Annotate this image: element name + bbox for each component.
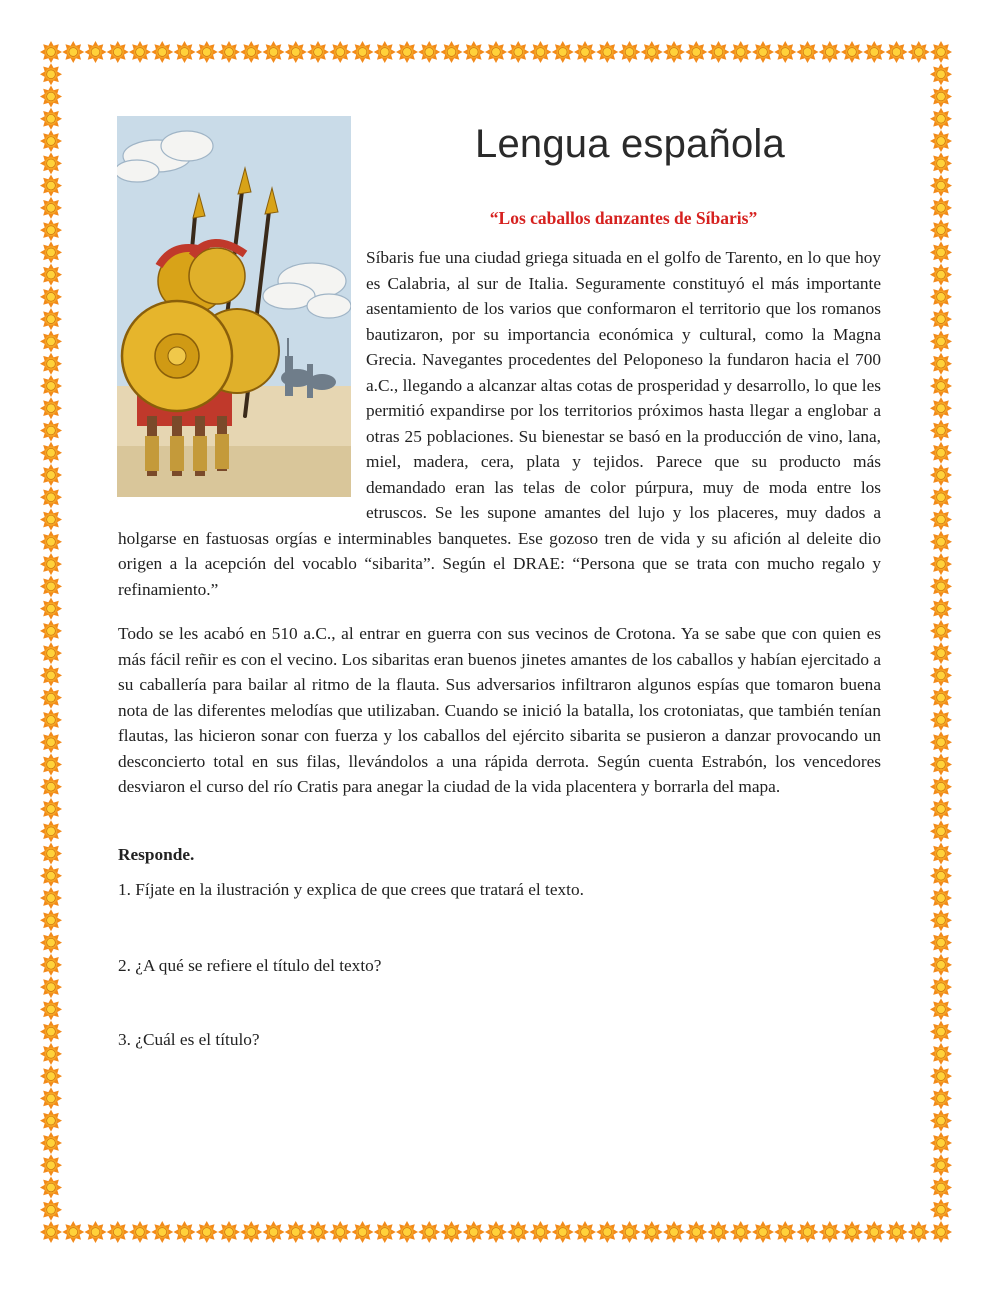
sun-ornament <box>930 1087 952 1109</box>
sun-ornament <box>930 152 952 174</box>
sun-ornament <box>930 709 952 731</box>
sun-ornament <box>352 41 374 63</box>
sun-ornament <box>930 553 952 575</box>
sun-ornament <box>930 130 952 152</box>
sun-ornament <box>819 41 841 63</box>
sun-ornament <box>396 1221 418 1243</box>
sun-ornament <box>463 41 485 63</box>
sun-ornament <box>930 954 952 976</box>
sun-ornament <box>930 86 952 108</box>
sun-ornament <box>530 1221 552 1243</box>
question-2: 2. ¿A qué se refiere el título del texto? <box>118 956 382 975</box>
sun-ornament <box>263 41 285 63</box>
sun-ornament <box>930 887 952 909</box>
sun-ornament <box>552 41 574 63</box>
sun-ornament <box>396 41 418 63</box>
sun-ornament <box>40 286 62 308</box>
sun-ornament <box>886 41 908 63</box>
sun-ornament <box>930 598 952 620</box>
sun-ornament <box>40 909 62 931</box>
sun-ornament <box>930 464 952 486</box>
sun-ornament <box>40 553 62 575</box>
sun-ornament <box>40 486 62 508</box>
sun-ornament <box>685 41 707 63</box>
sun-ornament <box>908 1221 930 1243</box>
sun-ornament <box>685 1221 707 1243</box>
sun-ornament <box>40 575 62 597</box>
sun-ornament <box>930 531 952 553</box>
question-3: 3. ¿Cuál es el título? <box>118 1030 260 1049</box>
paragraph-2: Todo se les acabó en 510 a.C., al entrar en guerra con sus vecinos de Crotona. Ya se sabe que con quien es más fácil reñir es con el vecino. Los sibaritas eran buenos jinetes amantes de los caballos y habían ejercitado a su caballería para bailar al ritmo de la flauta. Sus adversarios infiltraron algunos espías que tomaron buena nota de las diferentes melodías que utilizaban. Cuando se inició la batalla, los crotoniatas, que también tenían flautas, las hicieron sonar con fuerza y los caballos del ejército sibarita se pusieron a danzar provocando un desconcierto total en sus filas, llevándolos a una rápida derrota. Según cuenta Estrabón, los vencedores desviaron el curso del río Cratis para anegar la ciudad de la vida placentera y borrarla del mapa. <box>118 624 881 796</box>
sun-ornament <box>930 731 952 753</box>
sun-ornament <box>40 1021 62 1043</box>
sun-ornament <box>40 642 62 664</box>
page-title: Lengua española <box>475 122 785 166</box>
sun-ornament <box>530 41 552 63</box>
sun-ornament <box>62 1221 84 1243</box>
sun-ornament <box>930 820 952 842</box>
sun-ornament <box>40 130 62 152</box>
sun-ornament <box>40 598 62 620</box>
sun-ornament <box>930 219 952 241</box>
sun-ornament <box>40 442 62 464</box>
sun-ornament <box>40 776 62 798</box>
sun-ornament <box>841 1221 863 1243</box>
sun-ornament <box>641 41 663 63</box>
sun-ornament <box>730 1221 752 1243</box>
question-1: 1. Fíjate en la ilustración y explica de que crees que tratará el texto. <box>118 880 584 899</box>
sun-ornament <box>40 63 62 85</box>
sun-ornament <box>240 1221 262 1243</box>
sun-ornament <box>930 642 952 664</box>
sun-ornament <box>307 1221 329 1243</box>
sun-ornament <box>40 1132 62 1154</box>
sun-ornament <box>85 41 107 63</box>
sun-ornament <box>285 41 307 63</box>
sun-ornament <box>663 41 685 63</box>
responde-heading: Responde. <box>118 845 195 864</box>
sun-ornament <box>930 419 952 441</box>
sun-ornament <box>930 909 952 931</box>
sun-ornament <box>40 108 62 130</box>
sun-ornament <box>40 1065 62 1087</box>
sun-ornament <box>930 397 952 419</box>
sun-ornament <box>930 1043 952 1065</box>
sun-ornament <box>107 1221 129 1243</box>
sun-ornament <box>752 41 774 63</box>
sun-ornament <box>40 820 62 842</box>
story-subtitle: “Los caballos danzantes de Síbaris” <box>489 208 758 228</box>
sun-ornament <box>930 1065 952 1087</box>
sun-ornament <box>596 1221 618 1243</box>
sun-ornament <box>40 709 62 731</box>
sun-ornament <box>174 1221 196 1243</box>
sun-ornament <box>40 353 62 375</box>
sun-ornament <box>329 41 351 63</box>
sun-ornament <box>285 1221 307 1243</box>
sun-ornament <box>151 41 173 63</box>
sun-ornament <box>930 1199 952 1221</box>
sun-ornament <box>663 1221 685 1243</box>
sun-ornament <box>40 531 62 553</box>
sun-ornament <box>240 41 262 63</box>
sun-ornament <box>774 41 796 63</box>
sun-ornament <box>40 1176 62 1198</box>
sun-ornament <box>930 264 952 286</box>
sun-ornament <box>40 932 62 954</box>
sun-ornament <box>85 1221 107 1243</box>
sun-ornament <box>507 1221 529 1243</box>
sun-ornament <box>374 41 396 63</box>
sun-ornament <box>307 41 329 63</box>
sun-ornament <box>930 1132 952 1154</box>
sun-ornament <box>40 620 62 642</box>
sun-ornament <box>930 375 952 397</box>
sun-ornament <box>40 330 62 352</box>
sun-ornament <box>441 1221 463 1243</box>
sun-ornament <box>930 353 952 375</box>
sun-ornament <box>930 1221 952 1243</box>
sun-ornament <box>930 620 952 642</box>
sun-ornament <box>40 241 62 263</box>
sun-ornament <box>151 1221 173 1243</box>
sun-ornament <box>930 1176 952 1198</box>
sun-ornament <box>40 687 62 709</box>
sun-ornament <box>863 1221 885 1243</box>
sun-ornament <box>930 753 952 775</box>
sun-ornament <box>196 41 218 63</box>
sun-ornament <box>930 108 952 130</box>
sun-ornament <box>774 1221 796 1243</box>
sun-ornament <box>930 330 952 352</box>
sun-ornament <box>930 442 952 464</box>
sun-ornament <box>797 1221 819 1243</box>
sun-ornament <box>40 865 62 887</box>
sun-ornament <box>708 41 730 63</box>
sun-ornament <box>619 1221 641 1243</box>
sun-ornament <box>40 887 62 909</box>
sun-ornament <box>40 397 62 419</box>
sun-ornament <box>418 41 440 63</box>
sun-ornament <box>352 1221 374 1243</box>
sun-ornament <box>40 509 62 531</box>
sun-ornament <box>574 41 596 63</box>
sun-ornament <box>930 486 952 508</box>
sun-ornament <box>40 1199 62 1221</box>
sun-ornament <box>40 1154 62 1176</box>
sun-ornament <box>40 152 62 174</box>
sun-ornament <box>930 41 952 63</box>
sun-ornament <box>196 1221 218 1243</box>
sun-ornament <box>574 1221 596 1243</box>
sun-ornament <box>40 197 62 219</box>
sun-ornament <box>930 175 952 197</box>
sun-ornament <box>40 753 62 775</box>
sun-ornament <box>819 1221 841 1243</box>
sun-ornament <box>174 41 196 63</box>
sun-ornament <box>930 664 952 686</box>
paragraph-1: Síbaris fue una ciudad griega situada en el golfo de Tarento, en lo que hoy es Calabria, al sur de Italia. Seguramente constituyó el más importante asentamiento de los varios que conformaron el territorio que los romanos bautizaron, por su importancia económica y cultural, como la Magna Grecia. Navegantes procedentes del Peloponeso la fundaron hacia el 700 a.C., llegando a alcanzar altas cotas de prosperidad y desarrollo, lo que les permitió expandirse por los territorios próximos hasta llegar a englobar a otras 25 poblaciones. Su bienestar se basó en la producción de vino, lana, miel, madera, cera, plata y tejidos. Parece que su producto más demandado eran las telas de color púrpura, muy de moda entre los etruscos. Se les supone amantes del lujo y los placeres, muy dados a holgarse en fastuosas orgías e interminables banquetes. Ese gozoso tren de vida y su afición al deleite dio origen a la acepción del vocablo “sibarita”. Según el DRAE: “Persona que se trata con mucho regalo y refinamiento.” <box>118 248 881 599</box>
sun-ornament <box>107 41 129 63</box>
sun-ornament <box>797 41 819 63</box>
sun-ornament <box>40 664 62 686</box>
sun-ornament <box>40 954 62 976</box>
sun-ornament <box>930 1110 952 1132</box>
sun-ornament <box>752 1221 774 1243</box>
sun-ornament <box>930 241 952 263</box>
sun-ornament <box>930 798 952 820</box>
sun-ornament <box>930 1021 952 1043</box>
sun-ornament <box>930 308 952 330</box>
sun-ornament <box>730 41 752 63</box>
sun-ornament <box>886 1221 908 1243</box>
sun-ornament <box>218 1221 240 1243</box>
sun-ornament <box>40 175 62 197</box>
sun-ornament <box>40 308 62 330</box>
sun-ornament <box>841 41 863 63</box>
sun-ornament <box>552 1221 574 1243</box>
sun-ornament <box>619 41 641 63</box>
sun-ornament <box>930 865 952 887</box>
sun-ornament <box>418 1221 440 1243</box>
sun-ornament <box>40 1110 62 1132</box>
sun-ornament <box>40 843 62 865</box>
sun-ornament <box>641 1221 663 1243</box>
sun-ornament <box>930 286 952 308</box>
sun-ornament <box>930 932 952 954</box>
sun-ornament <box>40 976 62 998</box>
sun-ornament <box>374 1221 396 1243</box>
sun-ornament <box>930 843 952 865</box>
sun-ornament <box>40 1087 62 1109</box>
sun-ornament <box>129 41 151 63</box>
sun-ornament <box>40 219 62 241</box>
sun-ornament <box>40 464 62 486</box>
sun-ornament <box>708 1221 730 1243</box>
sun-ornament <box>485 41 507 63</box>
sun-ornament <box>930 63 952 85</box>
sun-ornament <box>930 976 952 998</box>
sun-ornament <box>40 1043 62 1065</box>
sun-ornament <box>908 41 930 63</box>
sun-ornament <box>463 1221 485 1243</box>
sun-ornament <box>40 375 62 397</box>
sun-ornament <box>930 1154 952 1176</box>
sun-ornament <box>863 41 885 63</box>
sun-ornament <box>485 1221 507 1243</box>
sun-ornament <box>329 1221 351 1243</box>
sun-ornament <box>218 41 240 63</box>
sun-ornament <box>263 1221 285 1243</box>
sun-ornament <box>40 731 62 753</box>
sun-ornament <box>930 998 952 1020</box>
sun-ornament <box>507 41 529 63</box>
sun-ornament <box>930 509 952 531</box>
sun-ornament <box>62 41 84 63</box>
sun-ornament <box>596 41 618 63</box>
sun-ornament <box>40 264 62 286</box>
sun-ornament <box>930 776 952 798</box>
sun-ornament <box>40 419 62 441</box>
sun-ornament <box>930 197 952 219</box>
sun-ornament <box>930 575 952 597</box>
sun-ornament <box>40 998 62 1020</box>
sun-ornament <box>930 687 952 709</box>
sun-ornament <box>40 86 62 108</box>
sun-ornament <box>129 1221 151 1243</box>
sun-ornament <box>441 41 463 63</box>
sun-ornament <box>40 1221 62 1243</box>
sun-ornament <box>40 798 62 820</box>
sun-ornament <box>40 41 62 63</box>
